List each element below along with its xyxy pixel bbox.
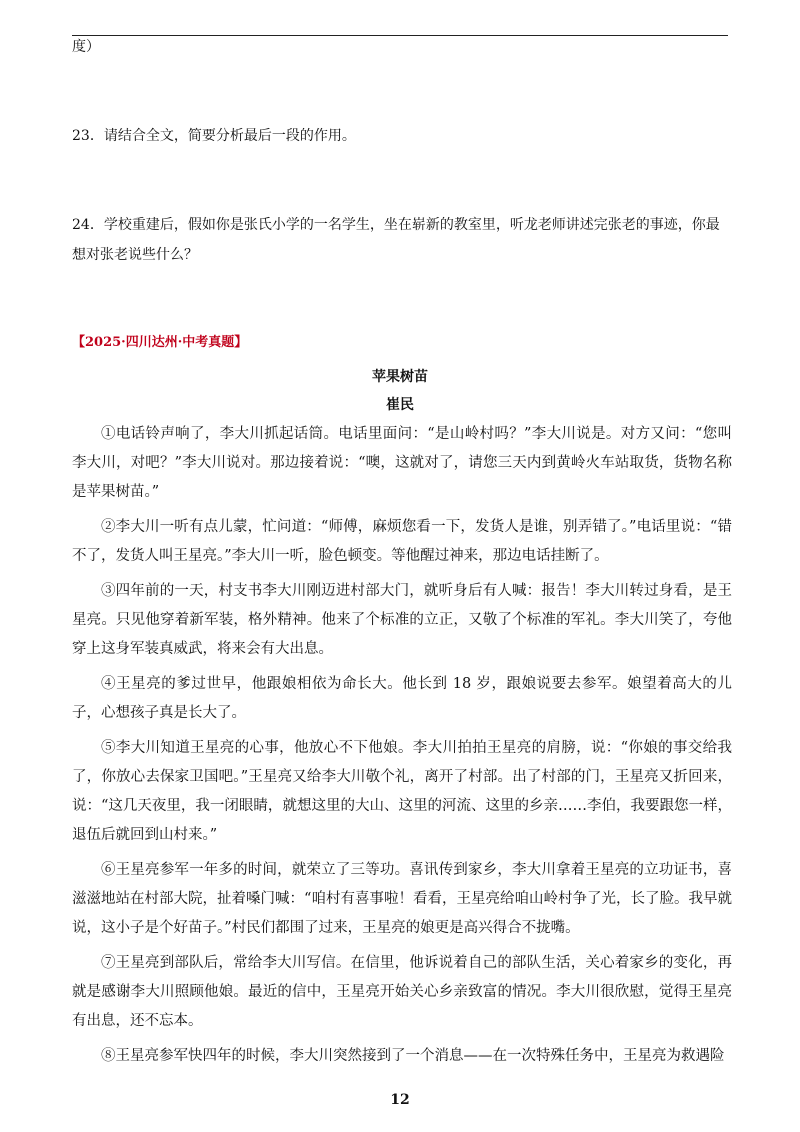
question-24 [72, 210, 732, 270]
question-23-text: 23．请结合全文，简要分析最后一段的作用。 [72, 128, 356, 144]
paragraph-1: ①电话铃声响了，李大川抓起话筒。电话里面问：“是山岭村吗？”李大川说是。对方又问：“您叫李大川，对吧？”李大川说对。那边接着说：“噢，这就对了，请您三天内到黄岭火车站取货，货物名称是苹果树苗。” [72, 426, 732, 500]
article-title: 苹果树苗 [372, 369, 428, 385]
article-author: 崔民 [386, 397, 414, 413]
continued-text: 度） [72, 39, 100, 55]
page-number: 12 [390, 1092, 410, 1108]
paragraph-5: ⑤李大川知道王星亮的心事，他放心不下他娘。李大川拍拍王星亮的肩膀，说：“你娘的事交给我了，你放心去保家卫国吧。”王星亮又给李大川敬个礼，离开了村部。出了村部的门，王星亮又折回来，说：“这几天夜里，我一闭眼睛，就想这里的大山、这里的河流、这里的乡亲……李伯，我要跟您一样，退伍后就回到山村来。” [72, 740, 732, 843]
paragraph-7: ⑦王星亮到部队后，常给李大川写信。在信里，他诉说着自己的部队生活，关心着家乡的变化，再就是感谢李大川照顾他娘。最近的信中，王星亮开始关心乡亲致富的情况。李大川很欣慰，觉得王星亮有出息，还不忘本。 [72, 955, 732, 1029]
paragraph-2: ②李大川一听有点儿蒙，忙问道：“师傅，麻烦您看一下，发货人是谁，别弄错了。”电话里说：“错不了，发货人叫王星亮。”李大川一听，脸色顿变。等他醒过神来，那边电话挂断了。 [72, 519, 732, 564]
paragraph-4: ④王星亮的爹过世早，他跟娘相依为命长大。他长到 18 岁，跟娘说要去参军。娘望着高大的儿子，心想孩子真是长大了。 [72, 676, 732, 721]
header-rule [72, 35, 728, 36]
question-23 [72, 121, 732, 151]
paragraph-6: ⑥王星亮参军一年多的时间，就荣立了三等功。喜讯传到家乡，李大川拿着王星亮的立功证书，喜滋滋地站在村部大院，扯着嗓门喊：“咱村有喜事啦！看看，王星亮给咱山岭村争了光，长了脸。我早就说，这小子是个好苗子。”村民们都围了过来，王星亮的娘更是高兴得合不拢嘴。 [72, 862, 732, 936]
source-tag: 【2025·四川达州·中考真题】 [72, 335, 248, 350]
paragraph-3: ③四年前的一天，村支书李大川刚迈进村部大门，就听身后有人喊：报告！李大川转过身看，是王星亮。只见他穿着新军装，格外精神。他来了个标准的立正，又敬了个标准的军礼。李大川笑了，夸他穿上这身军装真威武，将来会有大出息。 [72, 583, 732, 657]
article-body [72, 420, 732, 1077]
question-24-text: 24．学校重建后，假如你是张氏小学的一名学生，坐在崭新的教室里，听龙老师讲述完张老的事迹，你最想对张老说些什么？ [72, 217, 720, 263]
paragraph-8: ⑧王星亮参军快四年的时候，李大川突然接到了一个消息——在一次特殊任务中，王星亮为救遇险 [101, 1048, 725, 1064]
